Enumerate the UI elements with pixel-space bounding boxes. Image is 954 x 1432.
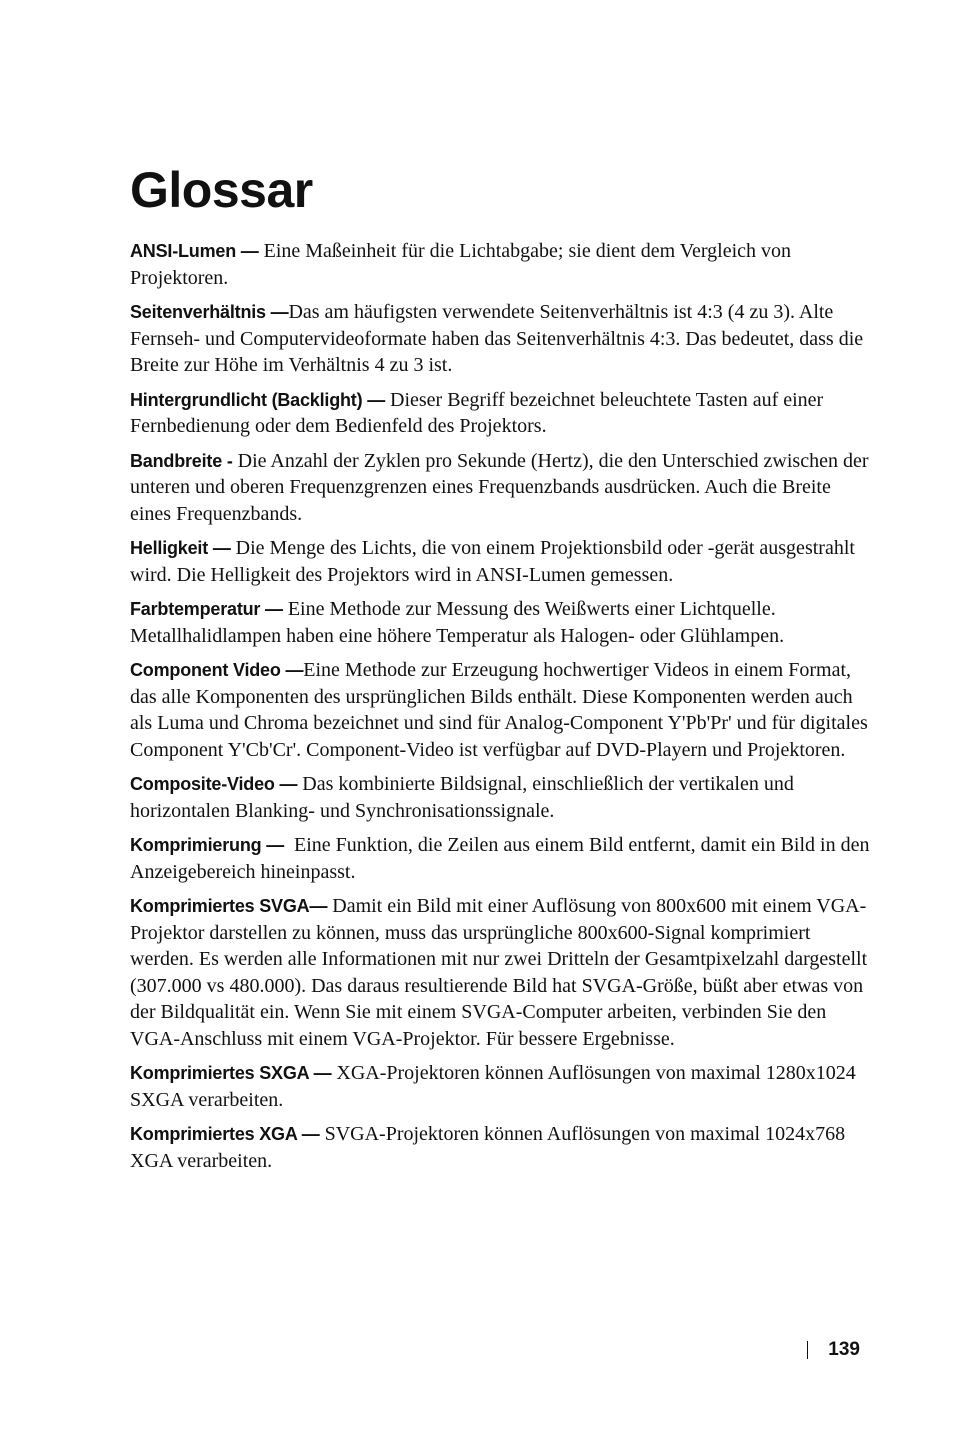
glossary-term: Bandbreite - — [130, 450, 233, 471]
glossary-definition: Das am häufigsten verwendete Seitenverhältnis ist 4:3 (4 zu 3). Alte Fernseh- und Computervideoformate haben das Seitenverhältnis 4:3. Das bedeutet, dass die Breite zur Höhe im Verhältnis 4 zu 3 ist. — [130, 301, 864, 376]
glossary-entry-komprimierung — [130, 832, 874, 885]
glossary-list — [130, 238, 874, 1182]
glossary-term: Component Video — — [130, 660, 304, 680]
glossary-term: Komprimierung — — [130, 835, 285, 855]
glossary-entry-komprimiertes-svga — [130, 893, 870, 1052]
footer-divider — [807, 1341, 808, 1359]
glossary-term: Komprimiertes SVGA— — [130, 896, 328, 916]
page-title: Glossar — [130, 162, 313, 218]
glossary-definition: Dieser Begriff bezeichnet beleuchtete Tasten auf einer Fernbedienung oder dem Bedienfeld des Projektors. — [130, 388, 824, 437]
glossary-definition: XGA-Projektoren können Auflösungen von maximal 1280x1024 SXGA verarbeiten. — [130, 1062, 856, 1111]
glossary-term: Hintergrundlicht (Backlight) — — [130, 389, 386, 410]
glossary-term: Farbtemperatur — — [130, 599, 283, 619]
page-footer — [807, 1338, 860, 1362]
glossary-definition: Eine Funktion, die Zeilen aus einem Bild entfernt, damit ein Bild in den Anzeigebereich hineinpasst. — [130, 834, 874, 883]
glossary-definition: Die Anzahl der Zyklen pro Sekunde (Hertz), die den Unterschied zwischen der unteren und oberen Frequenzgrenzen eines Frequenzbands ausdrücken. Auch die Breite eines Frequenzbands. — [130, 449, 869, 525]
glossary-entry-bandbreite — [130, 448, 870, 528]
glossary-entry-helligkeit — [130, 535, 870, 588]
glossary-definition: Eine Maßeinheit für die Lichtabgabe; sie dient dem Vergleich von Projektoren. — [130, 240, 792, 289]
glossary-definition: Das kombinierte Bildsignal, einschließlich der vertikalen und horizontalen Blanking- und Synchronisationssignale. — [130, 773, 794, 822]
glossary-term: Helligkeit — — [130, 538, 231, 558]
glossary-definition: SVGA-Projektoren können Auflösungen von maximal 1024x768 XGA verarbeiten. — [130, 1123, 846, 1172]
glossary-term: Komprimiertes XGA — — [130, 1124, 320, 1144]
glossary-entry-seitenverhaeltnis — [130, 299, 870, 379]
glossary-entry-hintergrundlicht — [130, 387, 870, 440]
glossary-entry-ansi-lumen — [130, 238, 870, 291]
page-number: 139 — [828, 1339, 860, 1360]
glossary-term: Seitenverhältnis — — [130, 302, 289, 322]
glossary-definition: Eine Methode zur Messung des Weißwerts einer Lichtquelle. Metallhalidlampen haben eine höhere Temperatur als Halogen- oder Glühlampen. — [130, 598, 785, 647]
glossary-entry-component-video — [130, 657, 870, 763]
glossary-term: Komprimiertes SXGA — — [130, 1063, 332, 1083]
glossary-entry-composite-video — [130, 771, 870, 824]
glossary-definition: Damit ein Bild mit einer Auflösung von 800x600 mit einem VGA-Projektor darstellen zu können, muss das ursprüngliche 800x600-Signal komprimiert werden. Es werden alle Informationen mit nur zwei Dritteln der Gesamtpixelzahl dargestellt (307.000 vs 480.000). Das daraus resultierende Bild hat SVGA-Größe, büßt aber etwas von der Bildqualität ein. Wenn Sie mit einem SVGA-Computer arbeiten, verbinden Sie den VGA-Anschluss mit einem VGA-Projektor. Für bessere Ergebnisse. — [130, 895, 868, 1050]
glossary-definition: Die Menge des Lichts, die von einem Projektionsbild oder -gerät ausgestrahlt wird. Die Helligkeit des Projektors wird in ANSI-Lumen gemessen. — [130, 537, 855, 586]
glossary-term: ANSI-Lumen — — [130, 241, 259, 261]
glossary-entry-komprimiertes-sxga — [130, 1060, 870, 1113]
glossary-term: Composite-Video — — [130, 774, 298, 794]
glossary-definition: Eine Methode zur Erzeugung hochwertiger Videos in einem Format, das alle Komponenten des ursprünglichen Bilds enthält. Diese Komponenten werden auch als Luma und Chroma bezeichnet und sind für Analog-Component Y'Pb'Pr' und für digitales Component Y'Cb'Cr'. Component-Video ist verfügbar auf DVD-Playern und Projektoren. — [130, 659, 868, 761]
glossary-entry-farbtemperatur — [130, 596, 870, 649]
glossary-entry-komprimiertes-xga — [130, 1121, 870, 1174]
